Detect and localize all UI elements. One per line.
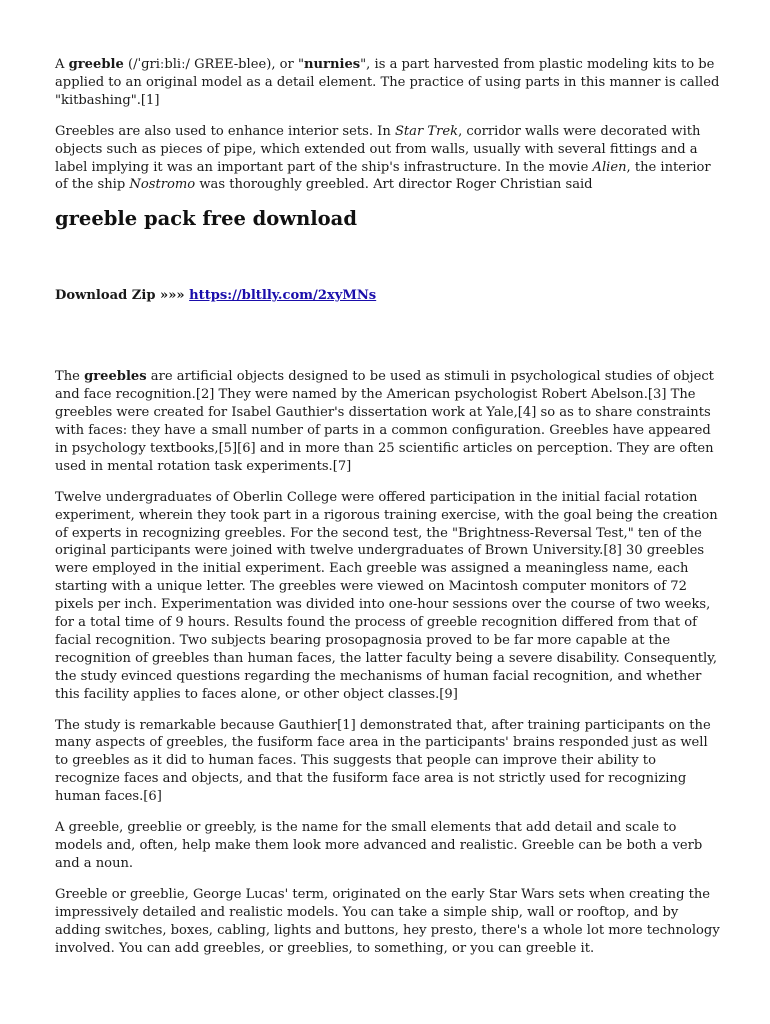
article-body	[55, 56, 720, 970]
term-nurnies: nurnies	[304, 57, 361, 72]
text-run: (/ˈɡriːbliː/ GREE-blee), or "	[123, 57, 305, 72]
title-star-trek: Star Trek	[394, 123, 459, 139]
text-run: A	[55, 57, 69, 72]
interior-sets-paragraph	[55, 123, 720, 195]
greebles-psychology-paragraph	[55, 368, 720, 475]
page-heading: greeble pack free download	[55, 207, 357, 231]
text-run: Greebles are also used to enhance interior sets. In	[55, 123, 395, 139]
text-run: are artificial objects designed to be used as stimuli in psychological studies of object and face recognition.[2] They were named by the American psychologist Robert Abelson.[3] The greebles were created for Isabel Gauthier's dissertation work at Yale,[4] so as to share constraints with faces: they have a small number of parts in a common configuration. Greebles have appeared in psychology textbooks,[5][6] and in more than 25 scientific articles on perception. They are often used in mental rotation task experiments.[7]	[55, 369, 714, 474]
text-run: The	[55, 369, 85, 385]
term-greeble: greeble	[68, 57, 124, 72]
download-line	[55, 287, 720, 305]
download-link[interactable]: https://bltlly.com/2xyMNs	[189, 288, 377, 304]
intro-paragraph	[55, 56, 720, 110]
title-alien: Alien	[592, 159, 627, 175]
term-greebles: greebles	[84, 369, 147, 385]
text-run: , the interior of the ship	[55, 159, 711, 193]
text-run: was thoroughly greebled. Art director Roger Christian said	[195, 177, 593, 193]
definition-paragraph: A greeble, greeblie or greebly, is the name for the small elements that add detail and scale to models and, often, help make them look more advanced and realistic. Greeble can be both a verb and a noun.	[55, 820, 703, 871]
origin-paragraph: Greeble or greeblie, George Lucas' term, originated on the early Star Wars sets when creating the impressively detailed and realistic models. You can take a simple ship, wall or rooftop, and by adding switches, boxes, cabling, lights and buttons, hey presto, there's a whole lot more technology involved. You can add greebles, or greeblies, to something, or you can greeble it.	[55, 886, 720, 956]
study-paragraph: The study is remarkable because Gauthier[1] demonstrated that, after training participants on the many aspects of greebles, the fusiform face area in the participants' brains responded just as well to greebles as it did to human faces. This suggests that people can improve their ability to recognize faces and objects, and that the fusiform face area is not strictly used for recognizing human faces.[6]	[55, 717, 711, 805]
experiment-paragraph: Twelve undergraduates of Oberlin College were offered participation in the initial facial rotation experiment, wherein they took part in a rigorous training exercise, with the goal being the creation of experts in recognizing greebles. For the second test, the "Brightness-Reversal Test," ten of the original participants were joined with twelve undergraduates of Brown University.[8] 30 greebles were employed in the initial experiment. Each greeble was assigned a meaningless name, each starting with a unique letter. The greebles were viewed on Macintosh computer monitors of 72 pixels per inch. Experimentation was divided into one-hour sessions over the course of two weeks, for a total time of 9 hours. Results found the process of greeble recognition differed from that of facial recognition. Two subjects bearing prosopagnosia proved to be far more capable at the recognition of greebles than human faces, the latter faculty being a severe disability. Consequently, the study evinced questions regarding the mechanisms of human facial recognition, and whether this facility applies to faces alone, or other object classes.[9]	[55, 489, 718, 702]
text-run: ", is a part harvested from plastic modeling kits to be applied to an original model as a detail element. The practice of using parts in this manner is called "kitbashing".[1]	[55, 57, 720, 108]
text-run: , corridor walls were decorated with objects such as pieces of pipe, which extended out from walls, usually with several fittings and a label implying it was an important part of the ship's infrastructure. In the movie	[55, 123, 701, 175]
download-label: Download Zip »»»	[55, 288, 190, 304]
title-nostromo: Nostromo	[129, 177, 196, 193]
